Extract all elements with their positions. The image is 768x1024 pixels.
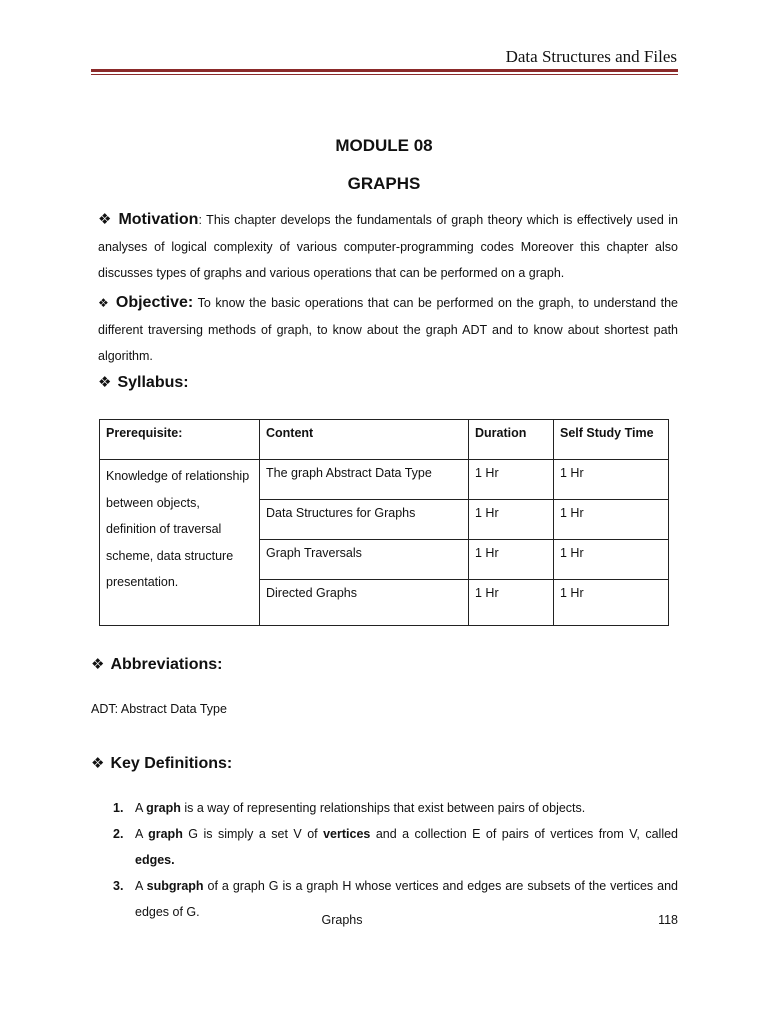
- running-header-title: Data Structures and Files: [505, 47, 677, 66]
- syllabus-table: [99, 419, 669, 626]
- header-rule-thick: [91, 69, 678, 72]
- self-study-cell: 1 Hr: [554, 540, 669, 580]
- motivation-text: : This chapter develops the fundamentals of graph theory which is effectively used in analyses of logical complexity of various computer-programming codes Moreover this chapter also discusses types of graphs and various operations that can be performed on a graph.: [98, 213, 678, 280]
- definition-text: A: [135, 801, 147, 815]
- footer-page-number: 118: [658, 913, 678, 927]
- objective-section: [98, 290, 678, 370]
- table-row: [100, 460, 669, 500]
- column-header-self-study: Self Study Time: [554, 420, 669, 460]
- column-header-prerequisite: Prerequisite:: [100, 420, 260, 460]
- self-study-cell: 1 Hr: [554, 500, 669, 540]
- list-item-number: 3.: [113, 879, 124, 893]
- definition-term: graph: [148, 827, 183, 841]
- prerequisite-cell: Knowledge of relationship between objects, definition of traversal scheme, data structure presentation.: [100, 460, 260, 626]
- definition-term: vertices: [323, 827, 371, 841]
- diamond-star-bullet-icon: ❖: [98, 211, 113, 228]
- key-definitions-heading: [91, 754, 232, 773]
- definition-term: graph: [146, 801, 181, 815]
- definition-text: A: [135, 879, 147, 893]
- abbreviation-entry: ADT: Abstract Data Type: [91, 702, 227, 716]
- abbreviations-heading: [91, 655, 222, 674]
- column-header-content: Content: [260, 420, 469, 460]
- diamond-star-bullet-icon: ❖: [91, 755, 105, 772]
- header-rule-thin: [91, 74, 678, 75]
- table-header-row: [100, 420, 669, 460]
- diamond-star-bullet-icon: ❖: [98, 374, 112, 391]
- definitions-list: [113, 795, 678, 925]
- diamond-star-bullet-icon: ❖: [91, 656, 105, 673]
- column-header-duration: Duration: [469, 420, 554, 460]
- list-item: [113, 795, 678, 821]
- objective-label: Objective:: [115, 294, 194, 311]
- definition-term: subgraph: [146, 879, 204, 893]
- content-cell: The graph Abstract Data Type: [260, 460, 469, 500]
- chapter-title: GRAPHS: [347, 174, 421, 193]
- list-item: [113, 821, 678, 873]
- list-item-number: 1.: [113, 801, 124, 815]
- syllabus-heading: [98, 373, 189, 392]
- definition-term: edges.: [135, 853, 175, 867]
- diamond-star-bullet-icon: ❖: [98, 296, 110, 310]
- key-definitions-label: Key Definitions:: [110, 755, 233, 772]
- self-study-cell: 1 Hr: [554, 580, 669, 626]
- motivation-label: Motivation: [118, 211, 199, 228]
- self-study-cell: 1 Hr: [554, 460, 669, 500]
- list-item-number: 2.: [113, 827, 124, 841]
- duration-cell: 1 Hr: [469, 540, 554, 580]
- content-cell: Directed Graphs: [260, 580, 469, 626]
- motivation-section: [98, 207, 678, 287]
- duration-cell: 1 Hr: [469, 580, 554, 626]
- syllabus-label: Syllabus:: [117, 374, 189, 391]
- definition-text: G is simply a set V of: [182, 827, 324, 841]
- abbreviations-label: Abbreviations:: [110, 656, 223, 673]
- content-cell: Graph Traversals: [260, 540, 469, 580]
- definition-text: A: [135, 827, 149, 841]
- module-title: MODULE 08: [335, 136, 433, 155]
- footer-chapter-name: Graphs: [321, 913, 363, 927]
- definition-text: is a way of representing relationships that exist between pairs of objects.: [180, 801, 586, 815]
- duration-cell: 1 Hr: [469, 460, 554, 500]
- definition-text: and a collection E of pairs of vertices from V, called: [370, 827, 679, 841]
- duration-cell: 1 Hr: [469, 500, 554, 540]
- objective-text: To know the basic operations that can be performed on the graph, to understand the different traversing methods of graph, to know about the graph ADT and to know about shortest path algorithm.: [98, 296, 678, 363]
- definition-text: of a graph G is a graph H whose vertices and edges are subsets of the vertices and edges of G.: [135, 879, 678, 919]
- content-cell: Data Structures for Graphs: [260, 500, 469, 540]
